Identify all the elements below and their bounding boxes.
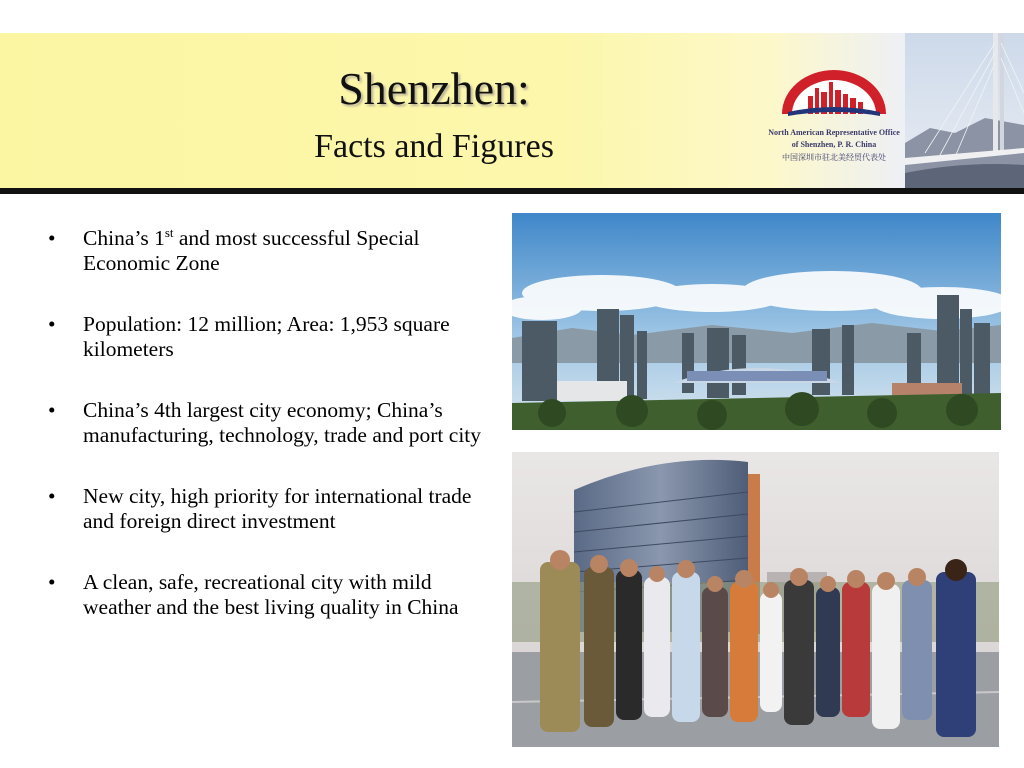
bridge-photo — [905, 33, 1024, 188]
city-skyline-photo — [512, 213, 1001, 430]
slide-title: Shenzhen: — [338, 63, 530, 114]
shenzhen-skyline-logo-icon — [778, 66, 890, 118]
logo-text-line2: of Shenzhen, P. R. China — [791, 140, 877, 149]
banner-divider — [0, 188, 1024, 194]
logo-text-line1: North American Representative Office — [768, 128, 900, 137]
list-item: • A clean, safe, recreational city with mild weather and the best living quality in China — [48, 570, 459, 619]
logo-text-line3: 中国深圳市驻北美经贸代表处 — [782, 153, 886, 162]
facts-list — [48, 226, 488, 656]
list-item: • New city, high priority for international trade and foreign direct investment — [48, 484, 472, 533]
list-item: • Population: 12 million; Area: 1,953 square kilometers — [48, 312, 450, 361]
delegation-group-photo — [512, 452, 999, 747]
slide-subtitle: Facts and Figures — [314, 128, 554, 165]
office-logo — [764, 66, 904, 171]
list-item: • China’s 4th largest city economy; China’s manufacturing, technology, trade and port city — [48, 398, 482, 447]
list-item: • China’s 1st and most successful Special Economic Zone — [48, 224, 420, 275]
